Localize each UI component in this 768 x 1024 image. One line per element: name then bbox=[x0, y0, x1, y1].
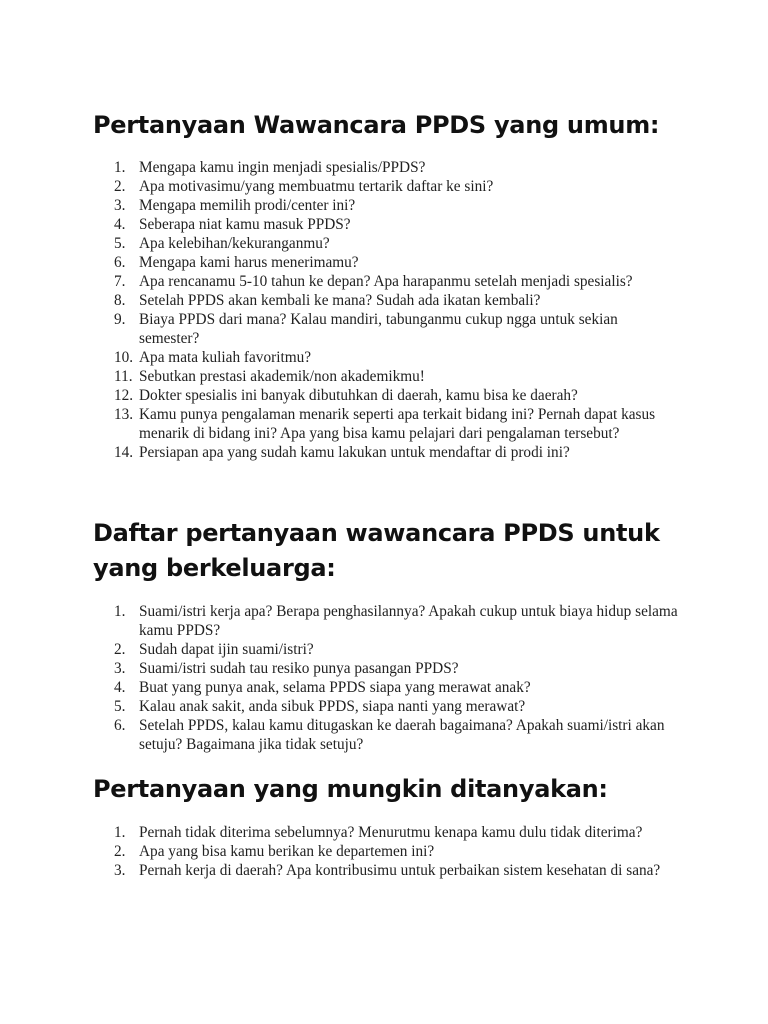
item-text: Persiapan apa yang sudah kamu lakukan untuk mendaftar di prodi ini? bbox=[139, 444, 570, 461]
list-item bbox=[0, 386, 679, 405]
item-text: Suami/istri sudah tau resiko punya pasangan PPDS? bbox=[139, 660, 459, 677]
item-text: Mengapa kami harus menerimamu? bbox=[139, 254, 359, 271]
item-text: Apa mata kuliah favoritmu? bbox=[139, 349, 312, 366]
list-item bbox=[0, 310, 679, 348]
item-number: 2. bbox=[114, 641, 126, 658]
list-item bbox=[0, 823, 679, 842]
item-number: 5. bbox=[114, 235, 126, 252]
item-text: Apa kelebihan/kekuranganmu? bbox=[139, 235, 330, 252]
item-text: Sebutkan prestasi akademik/non akademikmu! bbox=[139, 368, 425, 385]
item-text: Apa motivasimu/yang membuatmu tertarik daftar ke sini? bbox=[139, 178, 494, 195]
list-item bbox=[0, 272, 679, 291]
item-number: 6. bbox=[114, 717, 126, 734]
item-number: 12. bbox=[114, 387, 134, 404]
list-item bbox=[0, 177, 679, 196]
item-number: 14. bbox=[114, 444, 134, 461]
item-number: 11. bbox=[114, 368, 133, 385]
list-item bbox=[0, 861, 679, 880]
list-item bbox=[0, 367, 679, 386]
list-item bbox=[0, 196, 679, 215]
section-heading-general: Pertanyaan Wawancara PPDS yang umum: bbox=[93, 111, 660, 139]
question-list-general bbox=[0, 158, 679, 462]
list-item bbox=[0, 291, 679, 310]
item-text: Sudah dapat ijin suami/istri? bbox=[139, 641, 314, 658]
list-item bbox=[0, 158, 679, 177]
item-text: Buat yang punya anak, selama PPDS siapa yang merawat anak? bbox=[139, 679, 531, 696]
question-list-possible bbox=[0, 823, 679, 880]
item-number: 1. bbox=[114, 159, 126, 176]
item-number: 10. bbox=[114, 349, 134, 366]
list-item bbox=[0, 405, 679, 443]
item-text: Kalau anak sakit, anda sibuk PPDS, siapa nanti yang merawat? bbox=[139, 698, 526, 715]
item-number: 6. bbox=[114, 254, 126, 271]
section-heading-possible: Pertanyaan yang mungkin ditanyakan: bbox=[93, 775, 608, 803]
item-number: 3. bbox=[114, 660, 126, 677]
item-text: Pernah tidak diterima sebelumnya? Menurutmu kenapa kamu dulu tidak diterima? bbox=[139, 824, 643, 841]
item-number: 3. bbox=[114, 862, 126, 879]
item-number: 3. bbox=[114, 197, 126, 214]
item-text: Biaya PPDS dari mana? Kalau mandiri, tabunganmu cukup ngga untuk sekian semester? bbox=[139, 311, 618, 347]
list-item bbox=[0, 443, 679, 462]
item-text: Suami/istri kerja apa? Berapa penghasilannya? Apakah cukup untuk biaya hidup selama kamu PPDS? bbox=[139, 603, 678, 639]
list-item bbox=[0, 640, 679, 659]
list-item bbox=[0, 716, 679, 754]
item-text: Setelah PPDS akan kembali ke mana? Sudah ada ikatan kembali? bbox=[139, 292, 541, 309]
item-number: 4. bbox=[114, 216, 126, 233]
list-item bbox=[0, 659, 679, 678]
item-text: Mengapa memilih prodi/center ini? bbox=[139, 197, 356, 214]
list-item bbox=[0, 602, 679, 640]
list-item bbox=[0, 215, 679, 234]
item-number: 2. bbox=[114, 178, 126, 195]
item-number: 8. bbox=[114, 292, 126, 309]
item-text: Apa rencanamu 5-10 tahun ke depan? Apa harapanmu setelah menjadi spesialis? bbox=[139, 273, 633, 290]
list-item bbox=[0, 678, 679, 697]
item-text: Seberapa niat kamu masuk PPDS? bbox=[139, 216, 351, 233]
item-number: 13. bbox=[114, 406, 134, 423]
item-number: 1. bbox=[114, 603, 126, 620]
item-number: 9. bbox=[114, 311, 126, 328]
list-item bbox=[0, 348, 679, 367]
item-number: 7. bbox=[114, 273, 126, 290]
item-number: 4. bbox=[114, 679, 126, 696]
item-number: 5. bbox=[114, 698, 126, 715]
item-number: 1. bbox=[114, 824, 126, 841]
question-list-family bbox=[0, 602, 679, 754]
item-text: Dokter spesialis ini banyak dibutuhkan di daerah, kamu bisa ke daerah? bbox=[139, 387, 578, 404]
list-item bbox=[0, 842, 679, 861]
item-text: Setelah PPDS, kalau kamu ditugaskan ke daerah bagaimana? Apakah suami/istri akan setuju? Bagaimana jika tidak setuju? bbox=[139, 717, 665, 753]
item-text: Pernah kerja di daerah? Apa kontribusimu untuk perbaikan sistem kesehatan di sana? bbox=[139, 862, 661, 879]
list-item bbox=[0, 253, 679, 272]
item-number: 2. bbox=[114, 843, 126, 860]
item-text: Mengapa kamu ingin menjadi spesialis/PPDS? bbox=[139, 159, 426, 176]
list-item bbox=[0, 697, 679, 716]
item-text: Kamu punya pengalaman menarik seperti apa terkait bidang ini? Pernah dapat kasus menarik di bidang ini? Apa yang bisa kamu pelajari dari pengalaman tersebut? bbox=[139, 406, 656, 442]
section-heading-family: Daftar pertanyaan wawancara PPDS untuk yang berkeluarga: bbox=[93, 519, 660, 582]
item-text: Apa yang bisa kamu berikan ke departemen ini? bbox=[139, 843, 435, 860]
list-item bbox=[0, 234, 679, 253]
